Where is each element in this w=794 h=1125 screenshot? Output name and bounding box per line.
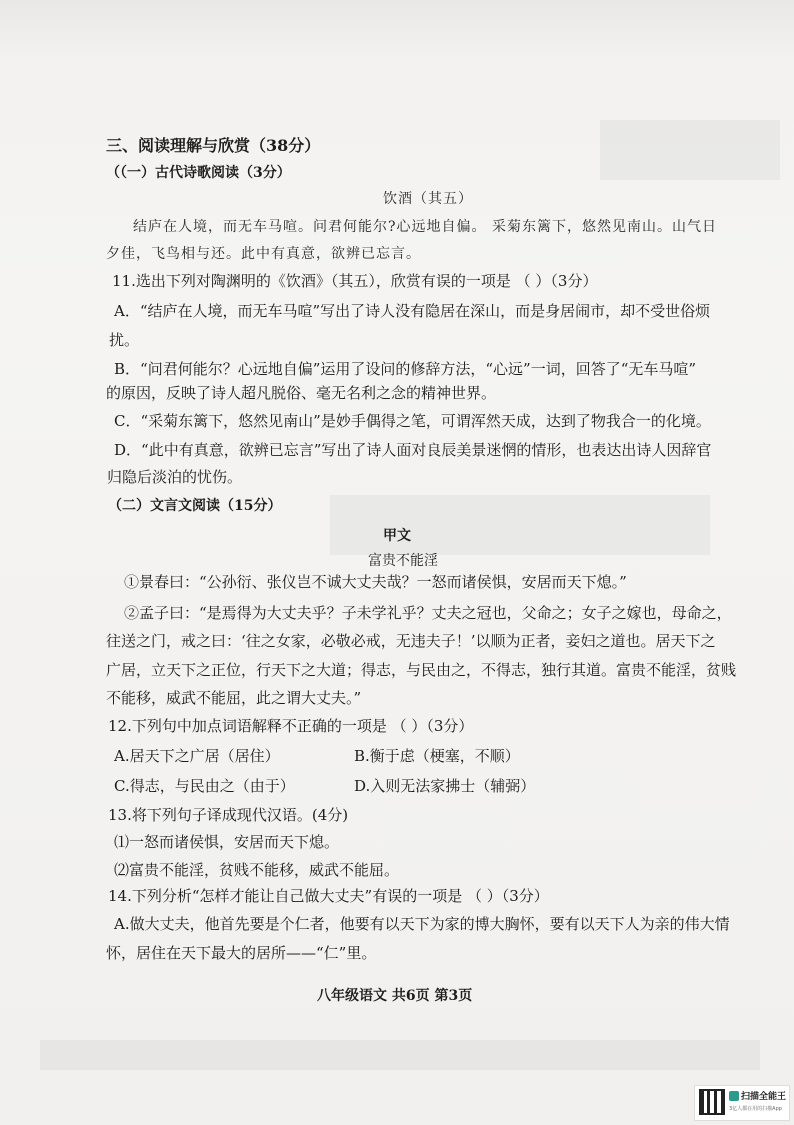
translation-sentence: ⑴一怒而诸侯惧，安居而天下熄。: [114, 833, 340, 851]
question-14-stem: 14.下列分析“怎样才能让自己做大丈夫”有误的一项是 （ ）（3分）: [108, 887, 549, 905]
qr-code-icon: [699, 1089, 725, 1115]
text-title: 富贵不能淫: [368, 553, 438, 569]
watermark-app-name: 扫描全能王: [741, 1092, 787, 1102]
option-a-cont: 扰。: [109, 331, 140, 349]
option-d: D.入则无法家拂士（辅弼）: [354, 777, 536, 795]
option-d: D．“此中有真意，欲辨已忘言”写出了诗人面对良辰美景迷惘的情形，也表达出诗人因辞官: [114, 441, 712, 459]
bleed-through-shadow: [330, 495, 710, 555]
option-a: A．“结庐在人境，而无车马喧”写出了诗人没有隐居在深山，而是身居闹市，却不受世俗烦: [114, 302, 711, 320]
question-12-stem: 12.下列句中加点词语解释不正确的一项是 （ ）（3分）: [108, 717, 474, 735]
part2-heading: （二）文言文阅读（15分）: [108, 498, 282, 514]
camscanner-logo-icon: [729, 1091, 739, 1101]
option-c: C．“采菊东篱下，悠然见南山”是妙手偶得之笔，可谓浑然天成，达到了物我合一的化境。: [114, 412, 711, 430]
classical-text-paragraph: ②孟子曰：“是焉得为大丈夫乎？子未学礼乎？丈夫之冠也，父命之；女子之嫁也，母命之，: [124, 604, 732, 622]
part1-heading: （（一）古代诗歌阅读（3分）: [106, 165, 291, 181]
option-d-cont: 归隐后淡泊的忧伤。: [107, 468, 243, 486]
section-heading: 三、阅读理解与欣赏（38分）: [106, 136, 321, 155]
poem-line: 夕佳，飞鸟相与还。此中有真意，欲辨已忘言。: [106, 246, 421, 262]
text-label: 甲文: [383, 528, 411, 544]
option-b-cont: 的原因，反映了诗人超凡脱俗、毫无名利之念的精神世界。: [106, 384, 497, 402]
option-b: B．“问君何能尔？心远地自偏”运用了设问的修辞方法，“心远”一词，回答了“无车马喧”: [114, 360, 697, 378]
watermark-tagline: 3亿人都在用的扫描App: [729, 1106, 782, 1112]
option-b: B.衡于虑（梗塞，不顺）: [354, 747, 520, 765]
poem-title: 饮酒（其五）: [383, 191, 473, 207]
poem-line: 结庐在人境，而无车马喧。问君何能尔?心远地自偏。 采菊东篱下，悠然见南山。山气日: [133, 219, 717, 235]
translation-sentence: ⑵富贵不能淫，贫贱不能移，威武不能屈。: [114, 861, 400, 879]
page-footer: 八年级语文 共6页 第3页: [317, 988, 473, 1004]
option-a: A.居天下之广居（居住）: [114, 747, 280, 765]
question-13-stem: 13.将下列句子译成现代汉语。(4分): [108, 806, 349, 824]
question-11-stem: 11.选出下列对陶渊明的《饮酒》（其五），欣赏有误的一项是 （ ）（3分）: [112, 272, 598, 290]
option-a: A.做大丈夫，他首先要是个仁者，他要有以天下为家的博大胸怀，要有以天下人为亲的伟大情: [114, 915, 730, 933]
classical-text-line: 不能移，威武不能屈，此之谓大丈夫。”: [106, 689, 362, 707]
bleed-through-shadow: [40, 1040, 760, 1070]
scanner-watermark: [694, 1085, 790, 1121]
bleed-through-shadow: [600, 120, 780, 180]
option-a-cont: 怀，居住在天下最大的居所——“仁”里。: [106, 944, 377, 962]
classical-text-line: 广居，立天下之正位，行天下之大道；得志，与民由之，不得志，独行其道。富贵不能淫，贫贱: [106, 661, 737, 679]
option-c: C.得志，与民由之（由于）: [114, 777, 295, 795]
classical-text-line: 往送之门，戒之曰：‘往之女家，必敬必戒，无违夫子！’以顺为正者，妾妇之道也。居天下之: [106, 632, 716, 650]
classical-text-paragraph: ①景春曰：“公孙衍、张仪岂不诚大丈夫哉？一怒而诸侯惧，安居而天下熄。”: [124, 573, 627, 591]
